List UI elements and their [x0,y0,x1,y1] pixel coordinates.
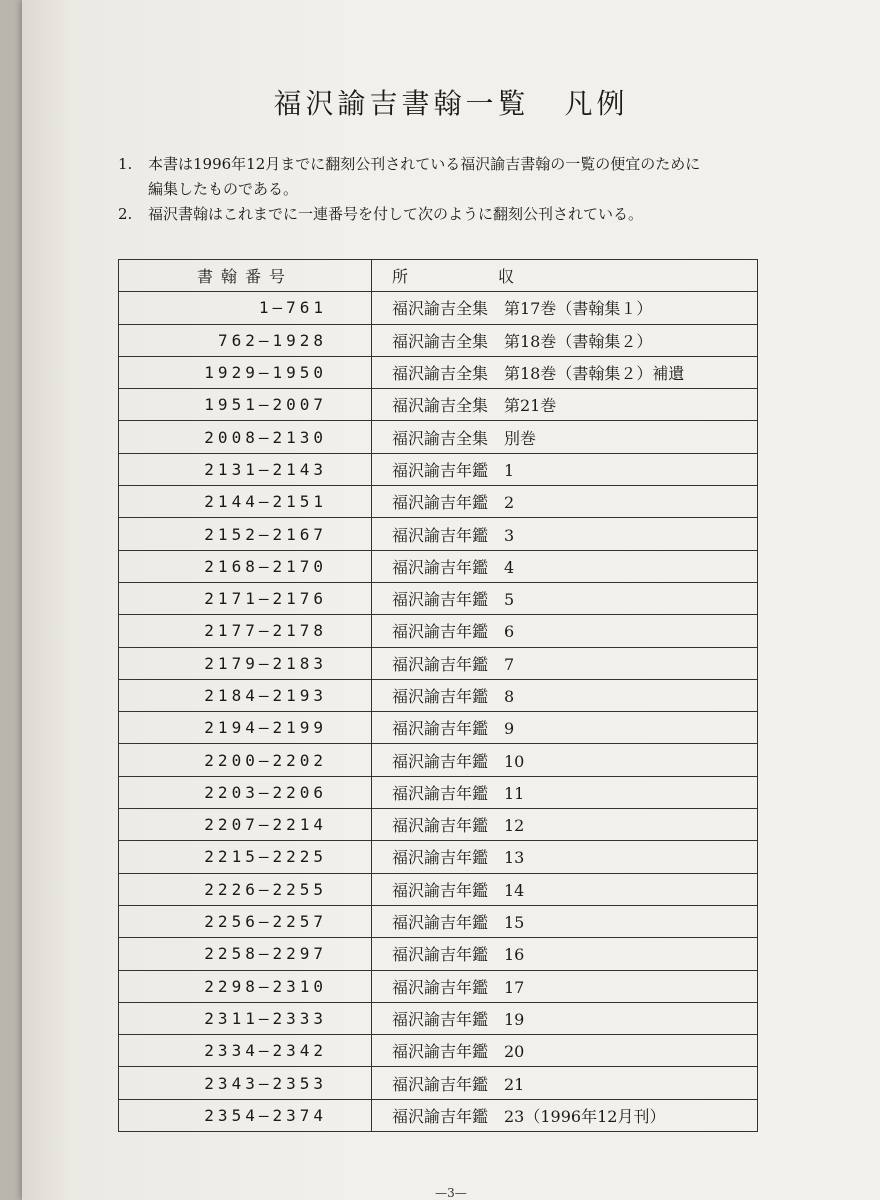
letter-number-range: 2354—2374 [119,1099,372,1131]
source-publication: 福沢諭吉全集 第21巻 [372,389,758,421]
title-main: 福沢諭吉書翰一覧 [273,87,530,120]
table-row [119,292,758,324]
header-source-b: 収 [498,267,515,287]
table-row [119,518,758,550]
table-row [119,938,758,970]
note-item [118,152,758,202]
letter-number-range: 2207—2214 [119,809,372,841]
source-publication: 福沢諭吉年鑑 11 [372,776,758,808]
source-publication: 福沢諭吉年鑑 13 [372,841,758,873]
source-publication: 福沢諭吉全集 別巻 [372,421,758,453]
header-number: 書翰番号 [119,260,372,292]
table-row [119,550,758,582]
source-publication: 福沢諭吉年鑑 15 [372,905,758,937]
letter-number-range: 1951—2007 [119,389,372,421]
letter-number-range: 2334—2342 [119,1035,372,1067]
table-row [119,356,758,388]
note-number: 2. [118,205,133,223]
table-row [119,744,758,776]
notes-list [118,152,758,227]
note-text-continued: 編集したものである。 [148,180,299,198]
source-publication: 福沢諭吉全集 第18巻（書翰集２）補遺 [372,356,758,388]
source-publication: 福沢諭吉年鑑 19 [372,1002,758,1034]
table-row [119,615,758,647]
letter-number-range: 2168—2170 [119,550,372,582]
letter-number-range: 1—761 [119,292,372,324]
table-row [119,970,758,1002]
letter-number-range: 2200—2202 [119,744,372,776]
letter-number-range: 2298—2310 [119,970,372,1002]
letter-number-range: 2343—2353 [119,1067,372,1099]
note-number: 1. [118,155,133,173]
header-source-a: 所 [392,267,409,287]
letter-number-range: 2008—2130 [119,421,372,453]
source-publication: 福沢諭吉年鑑 1 [372,453,758,485]
page-title [22,82,880,122]
letter-number-range: 2184—2193 [119,679,372,711]
source-publication: 福沢諭吉全集 第18巻（書翰集２） [372,324,758,356]
table-row [119,809,758,841]
table-row [119,647,758,679]
table-row [119,453,758,485]
letter-number-range: 1929—1950 [119,356,372,388]
source-publication: 福沢諭吉年鑑 5 [372,582,758,614]
note-item [118,202,758,227]
table-row [119,324,758,356]
table-row [119,486,758,518]
letter-number-range: 2226—2255 [119,873,372,905]
note-text: 福沢書翰はこれまでに一連番号を付して次のように翻刻公刊されている。 [148,205,644,223]
source-publication: 福沢諭吉年鑑 3 [372,518,758,550]
note-text: 本書は1996年12月までに翻刻公刊されている福沢諭吉書翰の一覧の便宜のために [148,155,701,173]
letter-number-range: 2177—2178 [119,615,372,647]
source-publication: 福沢諭吉年鑑 6 [372,615,758,647]
letter-number-range: 762—1928 [119,324,372,356]
header-source [372,260,758,292]
source-publication: 福沢諭吉年鑑 14 [372,873,758,905]
table-row [119,841,758,873]
letter-number-range: 2152—2167 [119,518,372,550]
letter-number-range: 2311—2333 [119,1002,372,1034]
source-publication: 福沢諭吉年鑑 12 [372,809,758,841]
table-row [119,421,758,453]
document-page [22,0,880,1200]
table-row [119,905,758,937]
letters-table [118,259,758,1132]
table-row [119,1067,758,1099]
letter-number-range: 2258—2297 [119,938,372,970]
letter-number-range: 2171—2176 [119,582,372,614]
page-number: —3— [435,1186,467,1200]
table-header-row [119,260,758,292]
table-row [119,1099,758,1131]
letter-number-range: 2256—2257 [119,905,372,937]
source-publication: 福沢諭吉年鑑 21 [372,1067,758,1099]
source-publication: 福沢諭吉年鑑 20 [372,1035,758,1067]
table-row [119,712,758,744]
source-publication: 福沢諭吉年鑑 9 [372,712,758,744]
letter-number-range: 2179—2183 [119,647,372,679]
letter-number-range: 2144—2151 [119,486,372,518]
source-publication: 福沢諭吉年鑑 23（1996年12月刊） [372,1099,758,1131]
source-publication: 福沢諭吉年鑑 7 [372,647,758,679]
source-publication: 福沢諭吉年鑑 10 [372,744,758,776]
table-row [119,873,758,905]
letter-number-range: 2215—2225 [119,841,372,873]
table-row [119,389,758,421]
table-row [119,679,758,711]
source-publication: 福沢諭吉年鑑 17 [372,970,758,1002]
table-row [119,1035,758,1067]
source-publication: 福沢諭吉年鑑 16 [372,938,758,970]
source-publication: 福沢諭吉全集 第17巻（書翰集１） [372,292,758,324]
table-row [119,776,758,808]
letter-number-range: 2131—2143 [119,453,372,485]
title-sub: 凡例 [564,87,629,120]
letter-number-range: 2194—2199 [119,712,372,744]
source-publication: 福沢諭吉年鑑 4 [372,550,758,582]
table-body [119,292,758,1132]
source-publication: 福沢諭吉年鑑 8 [372,679,758,711]
letter-number-range: 2203—2206 [119,776,372,808]
source-publication: 福沢諭吉年鑑 2 [372,486,758,518]
table-row [119,582,758,614]
table-row [119,1002,758,1034]
